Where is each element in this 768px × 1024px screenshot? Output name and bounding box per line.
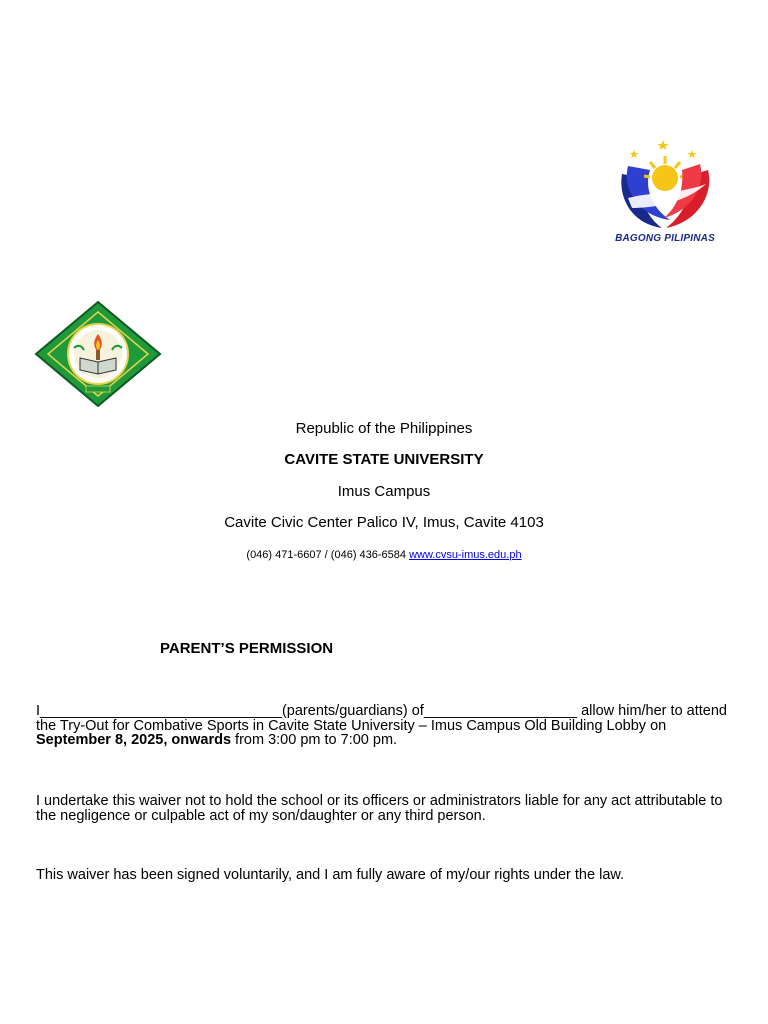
paragraph-end: from 3:00 pm to 7:00 pm. [231, 732, 398, 749]
paragraph-mid: (parents/guardians) of [281, 703, 424, 719]
waiver-paragraph: I undertake this waiver not to hold the school or its officers or administrators liable for any act attributable to the negligence or culpable act of my son/daughter or any third person. [36, 793, 723, 824]
contact-phones: (046) 471-6607 / (046) 436-6584 [246, 549, 410, 561]
campus-name: Imus Campus [337, 483, 431, 500]
cvsu-seal-icon [34, 300, 164, 408]
republic-heading: Republic of the Philippines [295, 420, 473, 437]
bagong-pilipinas-logo [600, 136, 730, 251]
paragraph-after: allow him/her to attend the Try-Out for Combative Sports in Cavite State University – Imus Campus Old Building Lobby on [36, 703, 727, 734]
paragraph-intro: I [36, 703, 41, 719]
permission-title: PARENT’S PERMISSION [160, 640, 334, 657]
bagong-pilipinas-logo-icon [600, 136, 730, 236]
event-date: September 8, 2025, onwards [36, 732, 232, 749]
contact-line [0, 549, 768, 561]
voluntary-paragraph: This waiver has been signed voluntarily, and I am fully aware of my/our rights under the law. [36, 867, 625, 883]
campus-address: Cavite Civic Center Palico IV, Imus, Cavite 4103 [224, 514, 544, 531]
cvsu-seal [34, 300, 164, 408]
student-name-blank[interactable]: ___________________ [423, 703, 578, 719]
parent-name-blank[interactable]: ______________________________ [40, 703, 282, 719]
university-name: CAVITE STATE UNIVERSITY [284, 451, 484, 468]
bagong-pilipinas-text: BAGONG PILIPINAS [615, 233, 715, 244]
permission-paragraph [36, 704, 736, 748]
website-link[interactable]: www.cvsu-imus.edu.ph [409, 549, 522, 561]
